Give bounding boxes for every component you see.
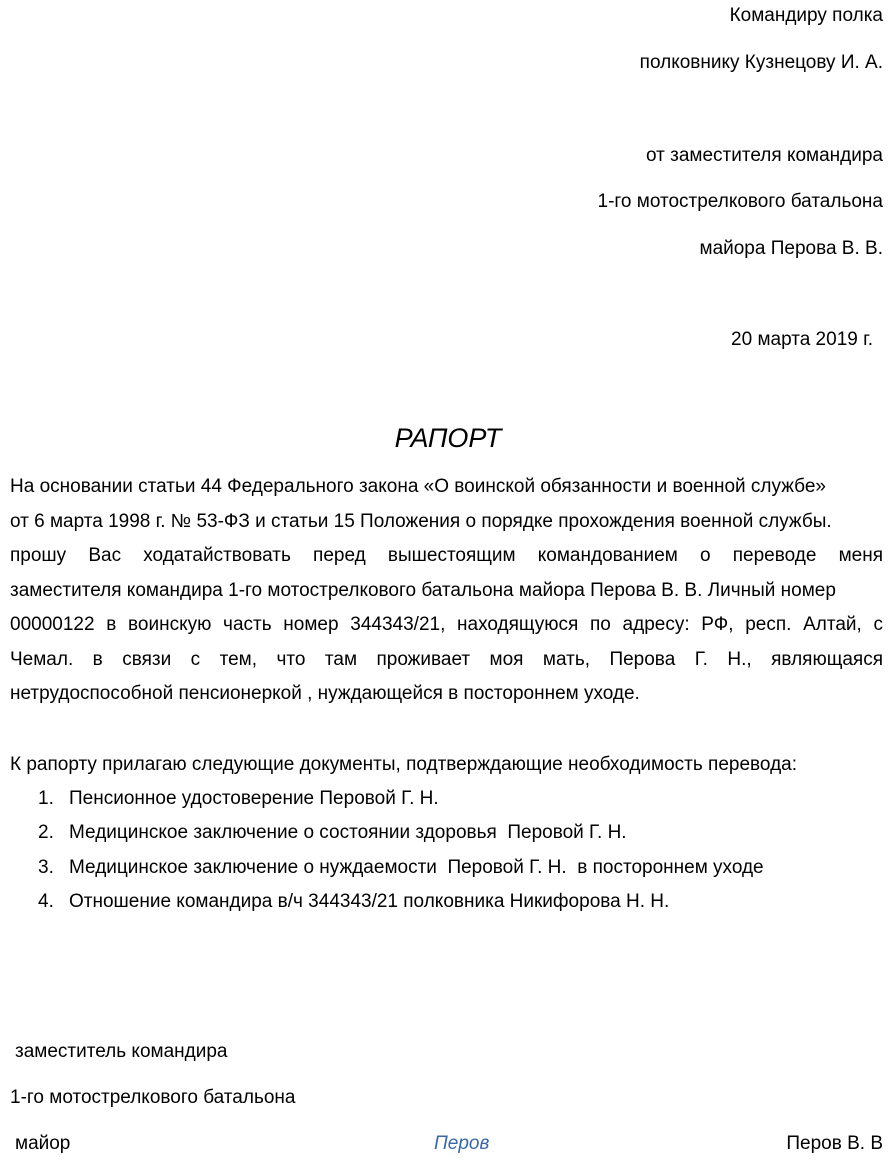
attachment-item [38, 822, 764, 856]
signatory-position: заместитель командира [15, 1041, 228, 1062]
body-line: нетрудоспособной пенсионеркой , нуждающейся в постороннем уходе. [10, 683, 640, 704]
addressee-line-2: полковнику Кузнецову И. А. [639, 52, 883, 73]
attachment-item [38, 857, 764, 891]
attachment-text: Пенсионное удостоверение Перовой Г. Н. [69, 788, 439, 809]
body-line: Чемал. в связи с тем, что там проживает моя мать, Перова Г. Н., являющаяся [10, 648, 883, 670]
body-line: от 6 марта 1998 г. № 53-ФЗ и статьи 15 Положения о порядке прохождения военной службы. [10, 510, 832, 532]
document-title: РАПОРТ [394, 423, 502, 453]
body-line: На основании статьи 44 Федерального закона «О воинской обязанности и военной службе» [10, 476, 826, 497]
attachments-intro: К рапорту прилагаю следующие документы, подтверждающие необходимость перевода: [10, 754, 797, 775]
signatory-rank: майор [15, 1133, 71, 1154]
report-body [10, 476, 883, 718]
handwritten-signature: Перов [434, 1133, 490, 1154]
body-line: прошу Вас ходатайствовать перед вышестоящим командованием о переводе меня [10, 545, 883, 566]
signatory-unit: 1-го мотострелкового батальона [10, 1087, 296, 1108]
attachment-item [38, 788, 764, 822]
attachment-number: 1. [38, 788, 54, 809]
signatory-name: Перов В. В [786, 1133, 883, 1154]
attachment-number: 4. [38, 890, 54, 912]
body-line: 00000122 в воинскую часть номер 344343/21, находящуюся по адресу: РФ, респ. Алтай, с [10, 614, 883, 635]
attachment-text: Отношение командира в/ч 344343/21 полковника Никифорова Н. Н. [69, 890, 670, 912]
attachment-number: 2. [38, 822, 54, 844]
attachments-list [38, 788, 764, 925]
sender-line-3: майора Перова В. В. [699, 238, 883, 259]
body-line: заместителя командира 1-го мотострелкового батальона майора Перова В. В. Личный номер [10, 579, 836, 601]
attachment-text: Медицинское заключение о состоянии здоровья Перовой Г. Н. [69, 822, 627, 844]
attachment-text: Медицинское заключение о нуждаемости Перовой Г. Н. в постороннем уходе [69, 856, 764, 878]
attachment-number: 3. [38, 856, 54, 878]
sender-line-1: от заместителя командира [646, 145, 883, 166]
document-date: 20 марта 2019 г. [731, 329, 873, 350]
addressee-line-1: Командиру полка [729, 5, 883, 26]
sender-line-2: 1-го мотострелкового батальона [597, 191, 883, 212]
attachment-item [38, 891, 764, 925]
